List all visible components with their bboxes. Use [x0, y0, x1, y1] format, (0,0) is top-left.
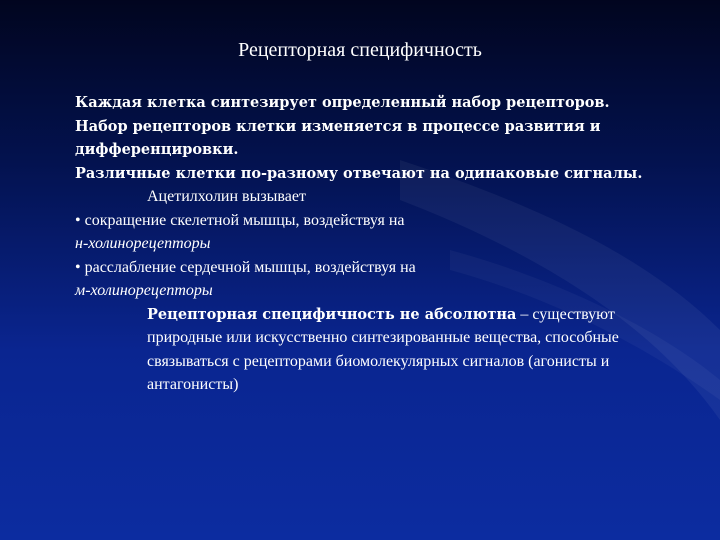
bullet-cardiac-muscle: • расслабление сердечной мышцы, воздействуя на: [75, 258, 416, 276]
slide-body: [75, 91, 665, 397]
paragraph-cell-receptors: Каждая клетка синтезирует определенный набор рецепторов.: [75, 94, 610, 111]
slide-title: Рецепторная специфичность: [238, 39, 482, 61]
paragraph-receptor-development: Набор рецепторов клетки изменяется в процессе развития и дифференцировки.: [75, 117, 601, 158]
bullet-skeletal-muscle: • сокращение скелетной мышцы, воздействуя на: [75, 211, 405, 229]
paragraph-different-responses: Различные клетки по-разному отвечают на одинаковые сигналы.: [75, 164, 643, 182]
term-m-cholinoreceptors: м-холинорецепторы: [75, 282, 213, 299]
agonists-antagonists-text: – существуют природные или искусственно синтезированные вещества, способные связываться с рецепторами биомолекулярных сигналов (агонисты и антагонисты): [147, 305, 619, 393]
paragraph-not-absolute: [75, 303, 665, 397]
paragraph-acetylcholine: Ацетилхолин вызывает: [147, 188, 306, 205]
not-absolute-heading: Рецепторная специфичность не абсолютна: [147, 305, 517, 323]
term-n-cholinoreceptors: н-холинорецепторы: [75, 235, 211, 252]
